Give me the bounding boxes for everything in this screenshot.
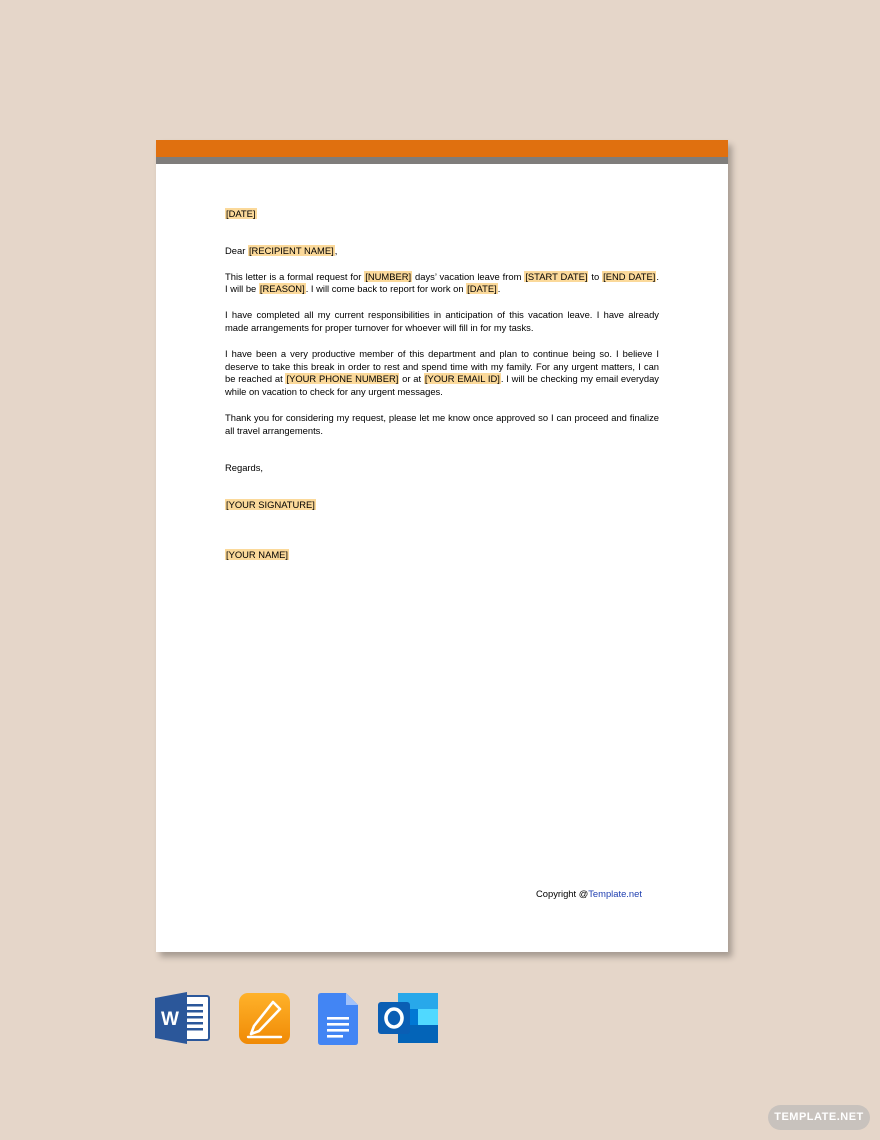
name-placeholder: [YOUR NAME]: [226, 549, 288, 561]
phone-placeholder: [YOUR PHONE NUMBER]: [286, 373, 399, 385]
salutation-end: ,: [334, 244, 338, 256]
request-text-5: . I will come back to report for work on: [305, 283, 467, 295]
template-net-watermark: TEMPLATE.NET: [768, 1105, 870, 1130]
header-accent-bar: [156, 140, 728, 157]
pages-icon[interactable]: [239, 993, 290, 1049]
paragraph-thanks: Thank you for considering my request, please let me know once approved so I can proceed and finalize all travel arrangements.: [225, 411, 659, 436]
outlook-icon[interactable]: [378, 993, 440, 1048]
reason-placeholder: [REASON]: [259, 283, 305, 295]
request-text-6: .: [497, 283, 501, 295]
paragraph-responsibilities: I have completed all my current responsibilities in anticipation of this vacation leave. I have already made arrangements for proper turnover for whoever will fill in for my tasks.: [225, 309, 659, 333]
request-text-3: to: [588, 270, 603, 282]
header-gray-bar: [156, 157, 728, 164]
signature-line: [225, 499, 659, 512]
request-text-2: days’ vacation leave from: [412, 270, 525, 282]
contact-text-2: or at: [399, 373, 424, 385]
letter-body: [225, 208, 659, 562]
request-text-1: This letter is a formal request for: [225, 270, 365, 282]
recipient-placeholder: [RECIPIENT NAME]: [248, 244, 334, 256]
date-placeholder: [DATE]: [226, 208, 256, 219]
end-date-placeholder: [END DATE]: [603, 270, 656, 282]
return-date-placeholder: [DATE]: [467, 283, 497, 295]
salutation-text: Dear: [225, 244, 248, 256]
paragraph-request: [225, 271, 659, 297]
name-line: [225, 549, 659, 562]
request-text-4: . I will be: [225, 270, 659, 295]
number-placeholder: [NUMBER]: [365, 270, 412, 282]
svg-text:W: W: [161, 1009, 179, 1030]
google-docs-icon[interactable]: [318, 993, 358, 1050]
letter-page: [156, 140, 728, 952]
copyright-link[interactable]: Template.net: [588, 888, 642, 899]
word-icon[interactable]: [155, 992, 211, 1049]
copyright-prefix: Copyright @: [536, 888, 589, 899]
date-line: [225, 208, 659, 221]
contact-text-3: . I will be checking my email everyday while on vacation to check for any urgent messages.: [225, 373, 659, 398]
start-date-placeholder: [START DATE]: [525, 270, 588, 282]
salutation-line: [225, 245, 659, 258]
closing: Regards,: [225, 461, 264, 473]
signature-placeholder: [YOUR SIGNATURE]: [226, 499, 315, 511]
email-placeholder: [YOUR EMAIL ID]: [424, 373, 500, 385]
paragraph-contact: [225, 348, 659, 399]
copyright: [536, 888, 642, 899]
contact-text-1: I have been a very productive member of this department and plan to continue being so. I believe I deserve to take this break in order to rest and spend time with my family. For any urgent matters, I can be reached at: [225, 347, 659, 385]
